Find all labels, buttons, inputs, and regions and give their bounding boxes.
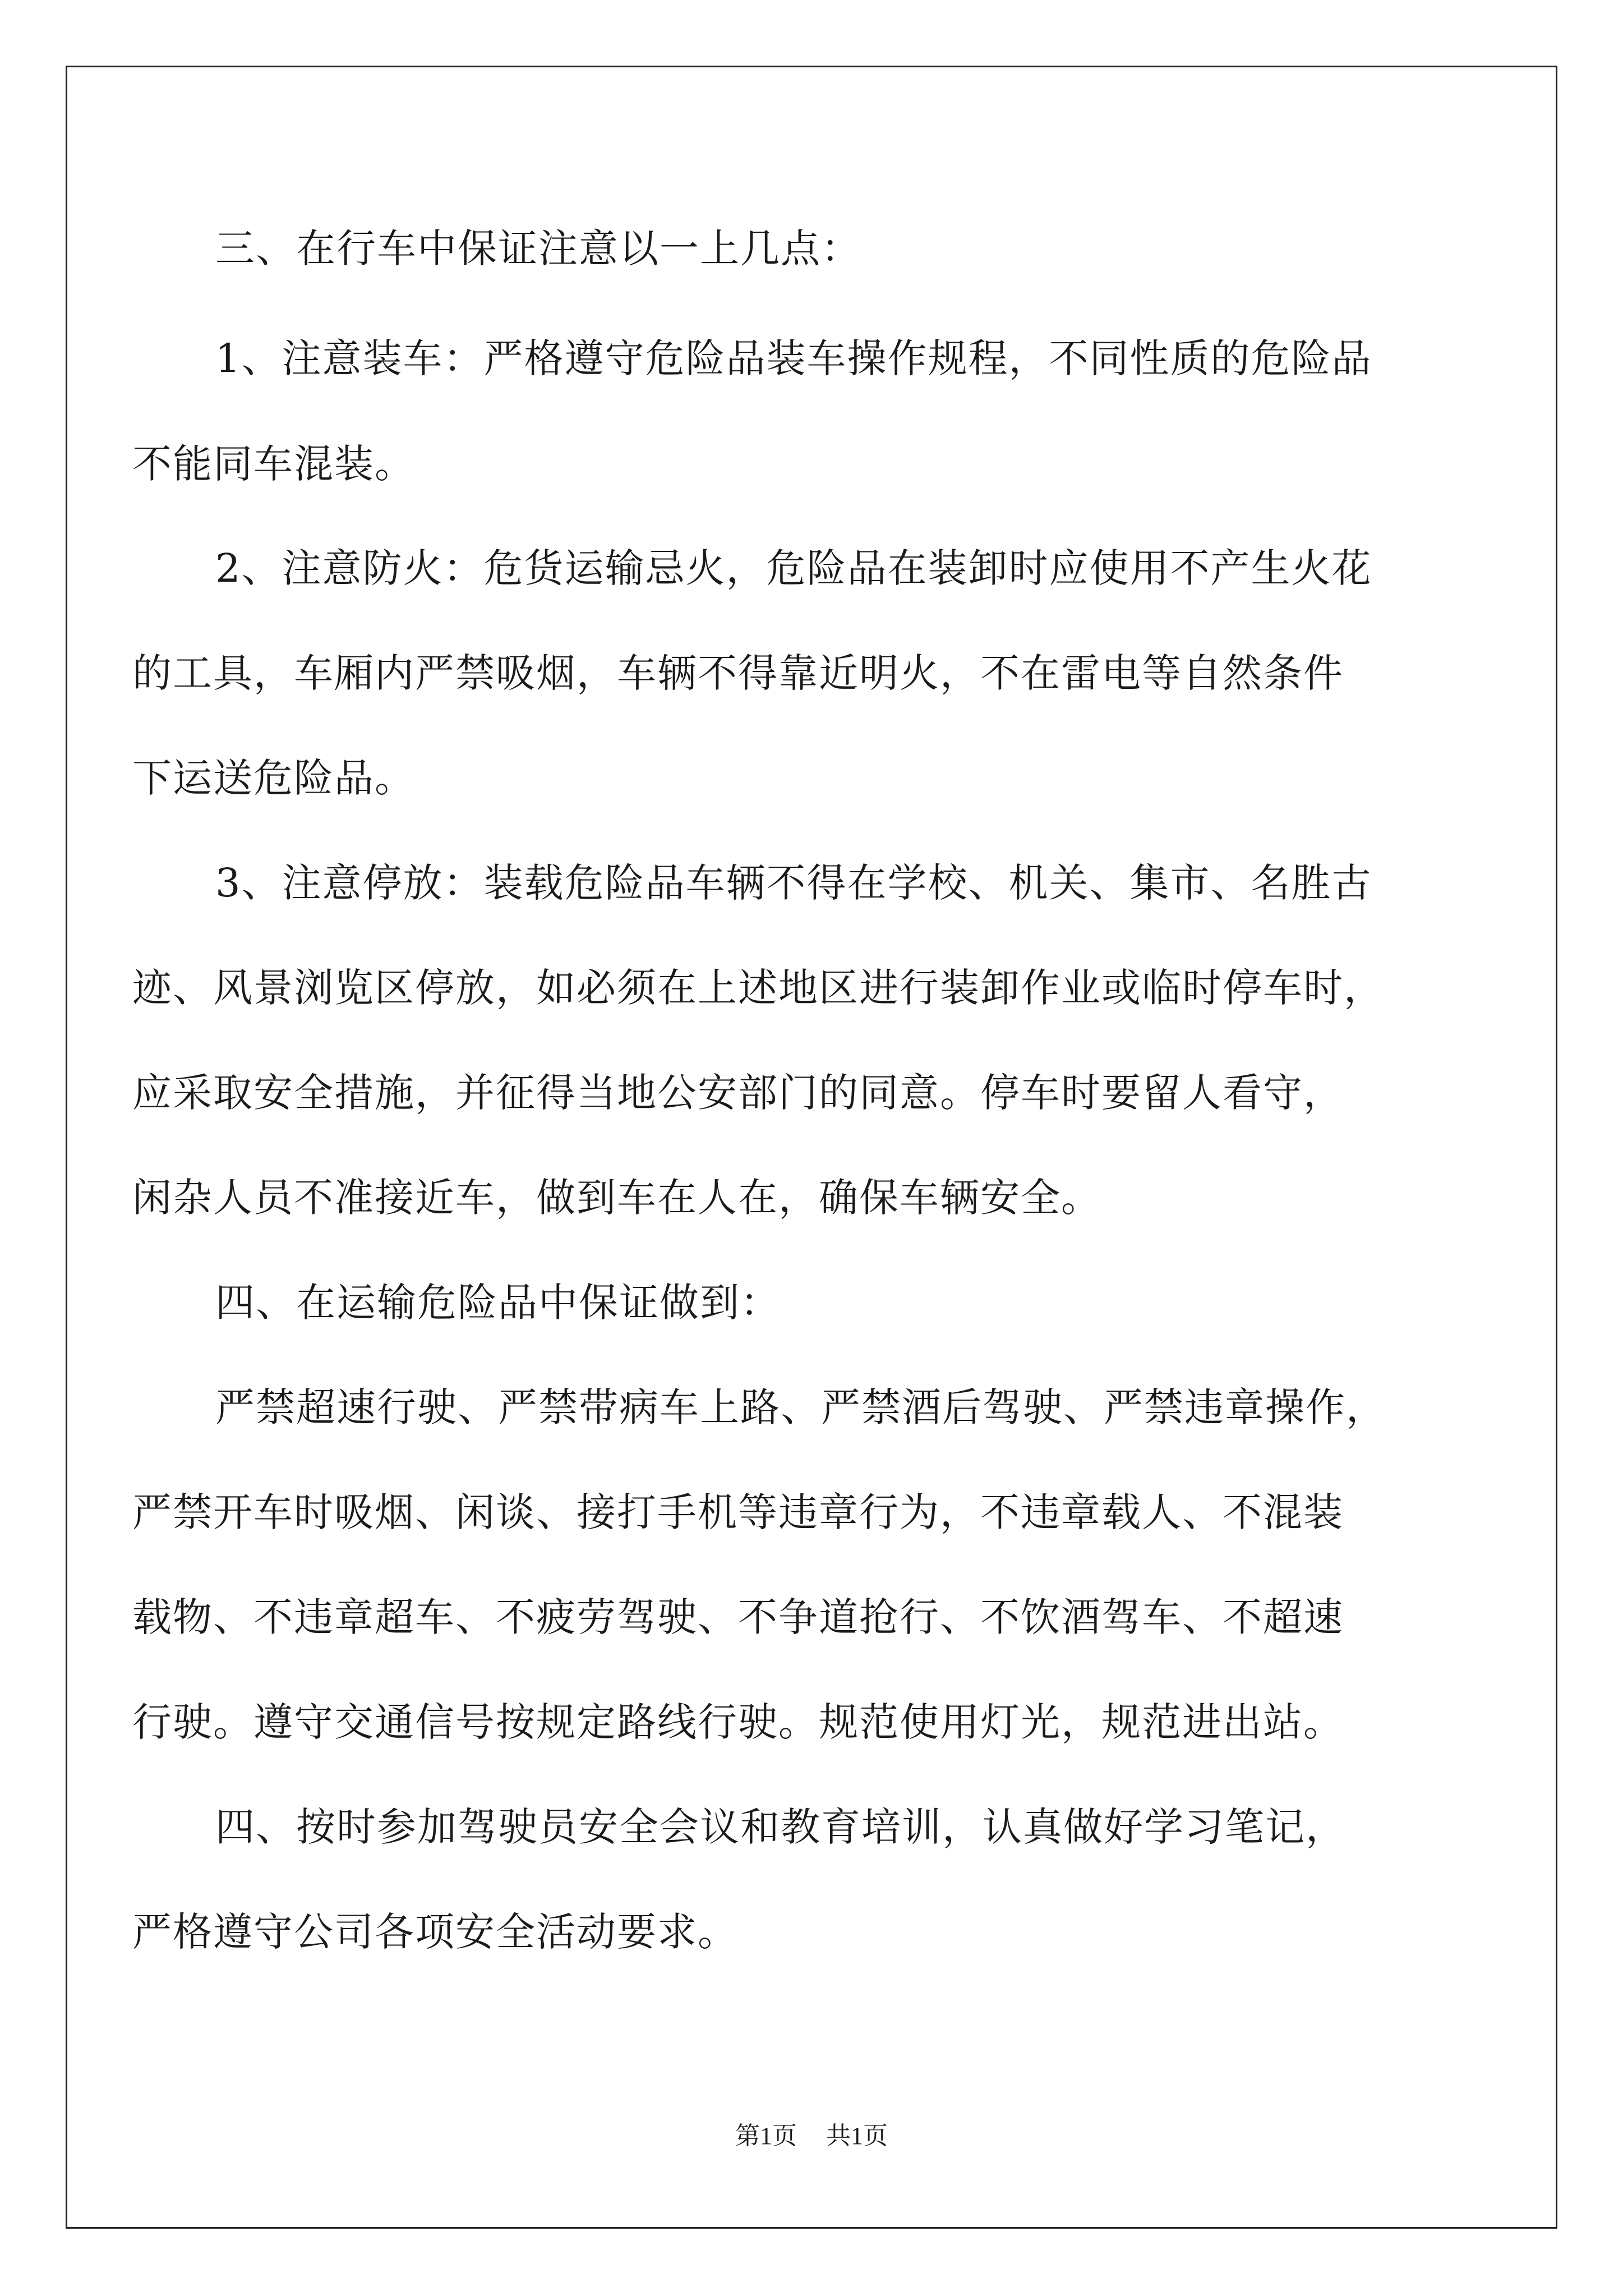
paragraph-line: 不能同车混装。 [132, 441, 415, 487]
paragraph-line: 1、注意装车：严格遵守危险品装车操作规程，不同性质的危险品 [215, 335, 1372, 381]
paragraph-line: 四、按时参加驾驶员安全会议和教育培训，认真做好学习笔记， [215, 1804, 1346, 1850]
page-total: 共1页 [826, 2122, 888, 2150]
paragraph-line: 迹、风景浏览区停放，如必须在上述地区进行装卸作业或临时停车时， [132, 965, 1384, 1011]
paragraph-line: 2、注意防火：危货运输忌火，危险品在装卸时应使用不产生火花 [215, 545, 1372, 591]
paragraph-line: 四、在运输危险品中保证做到： [215, 1280, 781, 1326]
paragraph-line: 3、注意停放：装载危险品车辆不得在学校、机关、集市、名胜古 [215, 860, 1372, 906]
page-footer [0, 2119, 1623, 2153]
paragraph-line: 严格遵守公司各项安全活动要求。 [132, 1909, 738, 1955]
paragraph-line: 下运送危险品。 [132, 755, 415, 801]
paragraph-line: 载物、不违章超车、不疲劳驾驶、不争道抢行、不饮酒驾车、不超速 [132, 1594, 1344, 1640]
paragraph-line: 闲杂人员不准接近车，做到车在人在，确保车辆安全。 [132, 1175, 1101, 1221]
paragraph-line: 的工具，车厢内严禁吸烟，车辆不得靠近明火，不在雷电等自然条件 [132, 650, 1344, 696]
page-number: 第1页 [735, 2122, 797, 2150]
paragraph-line: 应采取安全措施，并征得当地公安部门的同意。停车时要留人看守， [132, 1070, 1344, 1116]
paragraph-line: 三、在行车中保证注意以一上几点： [215, 226, 861, 272]
paragraph-line: 严禁超速行驶、严禁带病车上路、严禁酒后驾驶、严禁违章操作， [215, 1384, 1386, 1430]
paragraph-line: 严禁开车时吸烟、闲谈、接打手机等违章行为，不违章载人、不混装 [132, 1489, 1344, 1535]
paragraph-line: 行驶。遵守交通信号按规定路线行驶。规范使用灯光，规范进出站。 [132, 1699, 1344, 1745]
